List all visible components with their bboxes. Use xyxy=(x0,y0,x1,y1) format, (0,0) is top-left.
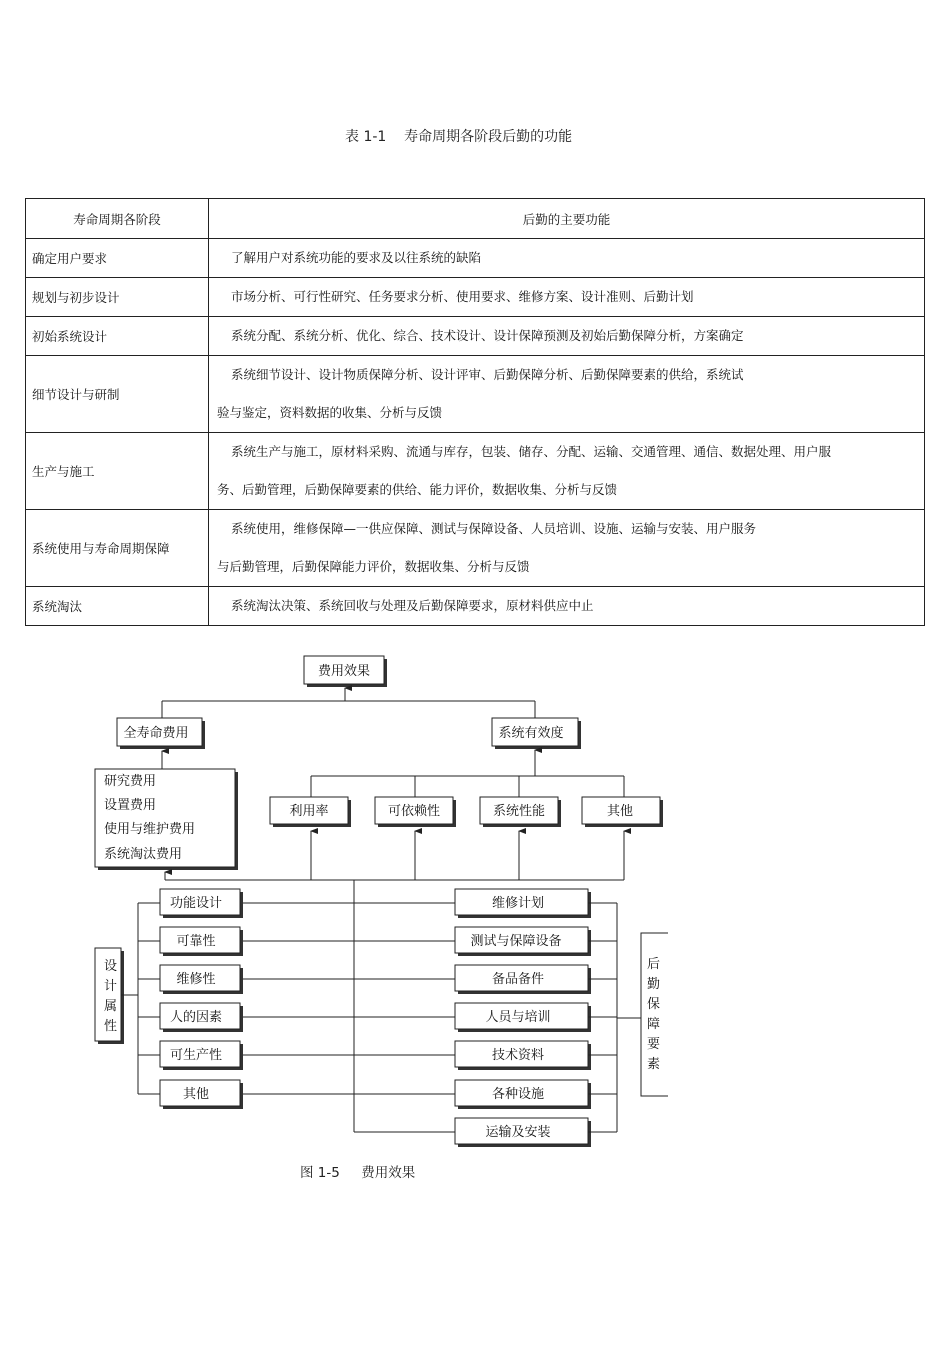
top-label: 费用效果 xyxy=(317,664,371,679)
function-line: 系统细节设计、设计物质保障分析、设计评审、后勤保障分析、后勤保障要素的供给，系统试 xyxy=(231,367,744,382)
function-line: 系统分配、系统分析、优化、综合、技术设计、设计保障预测及初始后勤保障分析，方案确定 xyxy=(231,328,744,343)
function-cell xyxy=(209,510,925,587)
function-line: 系统生产与施工，原材料采购、流通与库存，包装、储存、分配、运输、交通管理、通信、数据处理、用户服 xyxy=(231,444,832,459)
eff-item-label: 系统性能 xyxy=(492,804,546,819)
design-item-label: 可靠性 xyxy=(176,934,216,949)
logistics-label-char: 要 xyxy=(647,1037,661,1052)
stage-cell: 生产与施工 xyxy=(26,433,209,510)
logistics-item-label: 测试与保障设备 xyxy=(470,934,562,949)
stage-cell: 规划与初步设计 xyxy=(26,278,209,317)
function-line: 了解用户对系统功能的要求及以往系统的缺陷 xyxy=(231,250,482,265)
stage-cell: 细节设计与研制 xyxy=(26,356,209,433)
design-label-char: 计 xyxy=(104,979,118,994)
design-item-label: 可生产性 xyxy=(169,1048,223,1063)
function-line: 与后勤管理，后勤保障能力评价，数据收集、分析与反馈 xyxy=(217,559,530,574)
design-label-char: 属 xyxy=(104,999,118,1014)
logistics-label-char: 保 xyxy=(647,997,661,1012)
function-line: 务、后勤管理，后勤保障要素的供给、能力评价，数据收集、分析与反馈 xyxy=(217,482,618,497)
logistics-label-char: 障 xyxy=(647,1017,661,1032)
function-line: 验与鉴定，资料数据的收集、分析与反馈 xyxy=(217,405,443,420)
logistics-items xyxy=(455,889,591,1147)
eff-item-label: 利用率 xyxy=(289,804,329,819)
lifecycle-table xyxy=(25,198,925,626)
cost-item: 研究费用 xyxy=(104,774,157,789)
cost-item: 使用与维护费用 xyxy=(104,822,196,837)
function-line: 系统淘汰决策、系统回收与处理及后勤保障要求，原材料供应中止 xyxy=(231,598,594,613)
logistics-label-char: 勤 xyxy=(647,977,661,992)
table-caption: 表 1-1 寿命周期各阶段后勤的功能 xyxy=(345,129,573,145)
eff-item-label: 可依赖性 xyxy=(387,804,441,819)
logistics-item-label: 人员与培训 xyxy=(485,1010,551,1025)
function-cell xyxy=(209,433,925,510)
eff-item-label: 其他 xyxy=(606,804,634,819)
stage-cell: 系统淘汰 xyxy=(26,587,209,626)
logistics-item-label: 各种设施 xyxy=(491,1087,545,1102)
logistics-item-label: 备品备件 xyxy=(491,972,545,987)
logistics-item-label: 维修计划 xyxy=(491,896,545,911)
stage-cell: 初始系统设计 xyxy=(26,317,209,356)
design-item-label: 维修性 xyxy=(176,972,216,987)
cost-effectiveness-diagram xyxy=(0,640,950,1200)
figure-caption: 图 1-5 费用效果 xyxy=(300,1165,416,1181)
design-item-label: 人的因素 xyxy=(169,1010,223,1025)
logistics-item-label: 技术资料 xyxy=(491,1048,545,1063)
function-line: 系统使用，维修保障—一供应保障、测试与保障设备、人员培训、设施、运输与安装、用户服务 xyxy=(231,521,757,536)
header-function: 后勤的主要功能 xyxy=(209,199,925,239)
design-label-char: 设 xyxy=(104,959,118,974)
logistics-label-char: 后 xyxy=(647,957,661,972)
design-item-label: 其他 xyxy=(182,1087,210,1102)
stage-cell: 确定用户要求 xyxy=(26,239,209,278)
effectiveness-label: 系统有效度 xyxy=(498,726,564,741)
logistics-item-label: 运输及安装 xyxy=(485,1125,551,1140)
function-cell xyxy=(209,317,925,356)
stage-cell: 系统使用与寿命周期保障 xyxy=(26,510,209,587)
cost-item: 系统淘汰费用 xyxy=(104,847,183,862)
lcc-label: 全寿命费用 xyxy=(123,726,189,741)
cost-item: 设置费用 xyxy=(104,798,157,813)
function-cell xyxy=(209,239,925,278)
design-items xyxy=(138,889,455,1109)
design-label-char: 性 xyxy=(104,1019,118,1034)
logistics-label-char: 素 xyxy=(647,1057,661,1072)
function-cell xyxy=(209,278,925,317)
function-cell xyxy=(209,587,925,626)
function-line: 市场分析、可行性研究、任务要求分析、使用要求、维修方案、设计准则、后勤计划 xyxy=(231,289,694,304)
header-stage: 寿命周期各阶段 xyxy=(26,199,209,239)
design-item-label: 功能设计 xyxy=(169,896,223,911)
function-cell xyxy=(209,356,925,433)
